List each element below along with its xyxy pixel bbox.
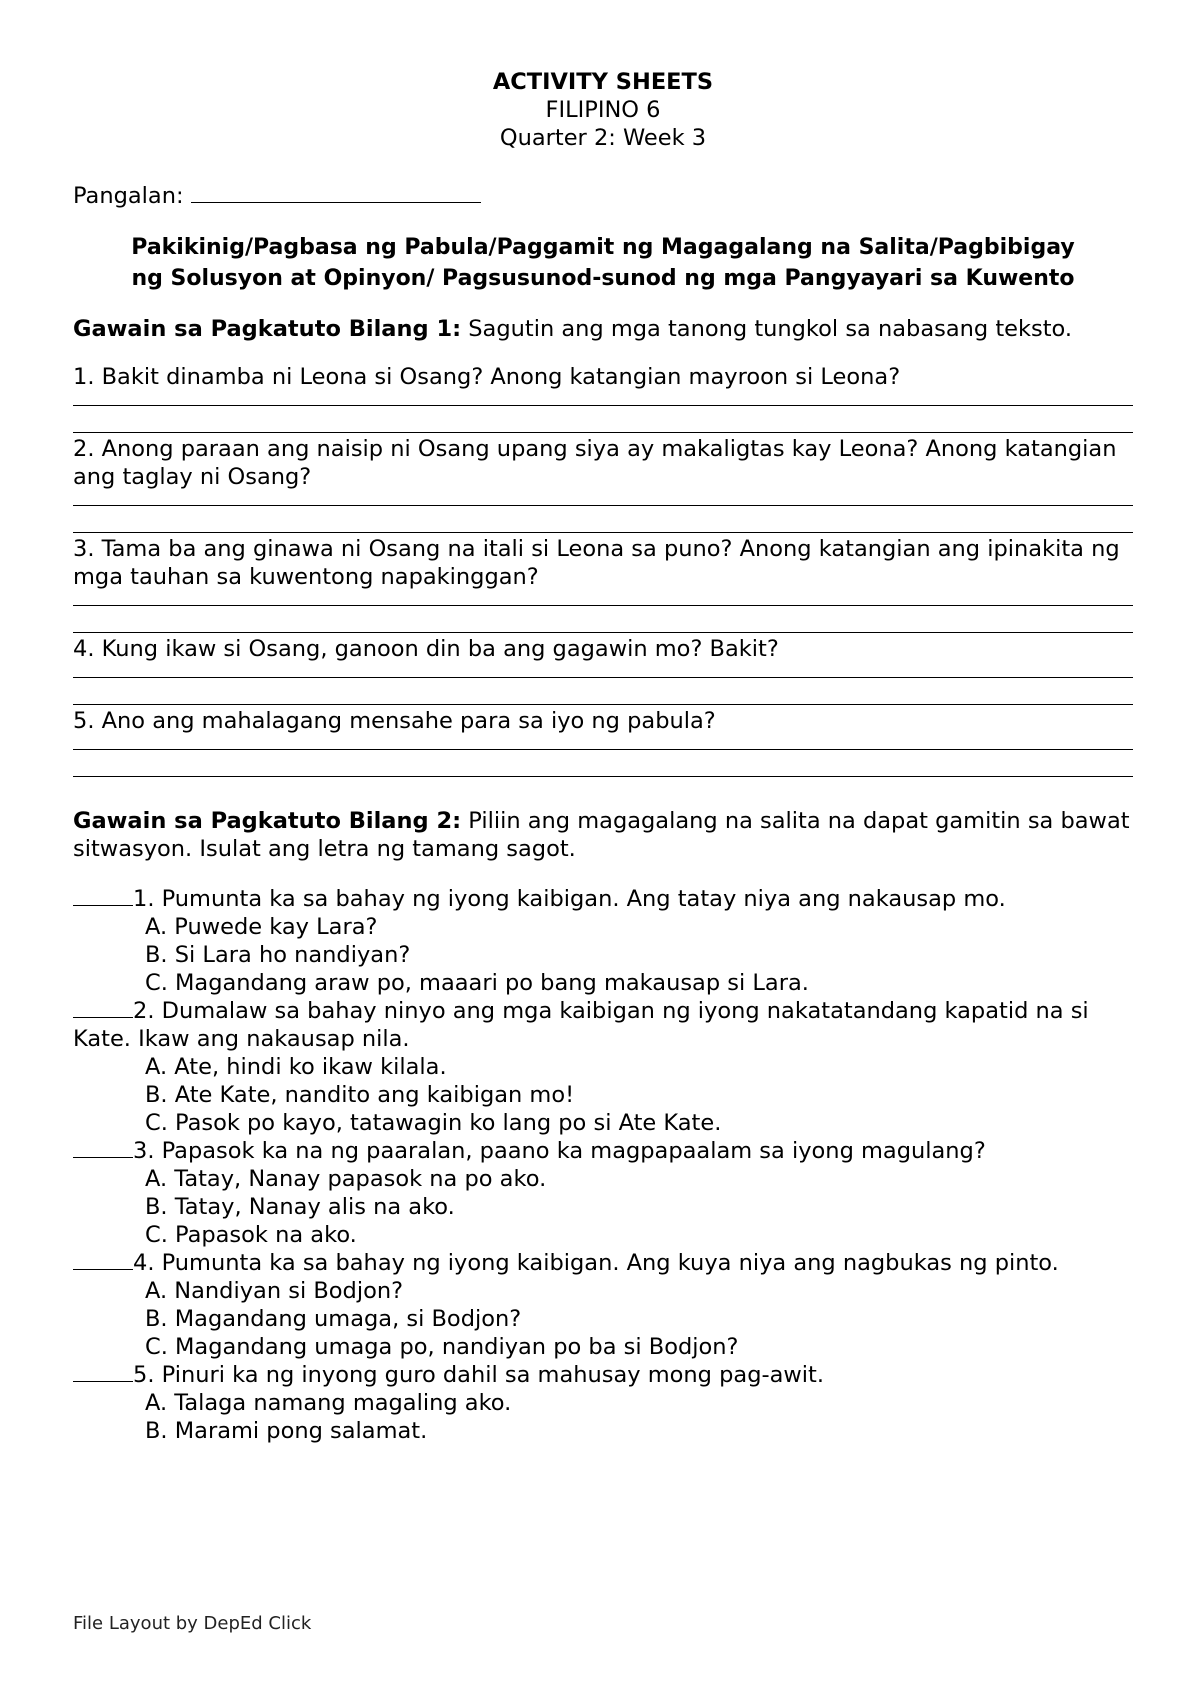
- name-label: Pangalan:: [73, 183, 184, 209]
- activity-sheet: [73, 68, 1133, 1445]
- mc-choice: A. Ate, hindi ko ikaw kilala.: [145, 1054, 447, 1080]
- activity-1-heading: Gawain sa Pagkatuto Bilang 1:: [73, 316, 462, 342]
- name-blank[interactable]: [191, 180, 481, 203]
- mc-choice: C. Magandang umaga po, nandiyan po ba si Bodjon?: [145, 1334, 739, 1360]
- mc-choice: A. Tatay, Nanay papasok na po ako.: [145, 1166, 547, 1192]
- question-3: 3. Tama ba ang ginawa ni Osang na itali si Leona sa puno? Anong katangian ang ipinakita ng mga tauhan sa kuwentong napakinggan?: [73, 536, 1120, 590]
- mc-item-2: [73, 997, 1133, 1137]
- question-1: 1. Bakit dinamba ni Leona si Osang? Anong katangian mayroon si Leona?: [73, 364, 901, 390]
- mc-choice: B. Tatay, Nanay alis na ako.: [145, 1194, 455, 1220]
- mc-prompt: 3. Papasok ka na ng paaralan, paano ka magpapaalam sa iyong magulang?: [133, 1138, 986, 1164]
- answer-line[interactable]: [73, 491, 1133, 506]
- mc-choice: C. Magandang araw po, maaari po bang makausap si Lara.: [145, 970, 809, 996]
- answer-line[interactable]: [73, 591, 1133, 606]
- mc-item-1: [73, 885, 1133, 997]
- topic-title: [73, 232, 1133, 294]
- answer-line[interactable]: [73, 406, 1133, 433]
- mc-item-5: [73, 1361, 1133, 1445]
- mc-item-4: [73, 1249, 1133, 1361]
- answer-blank[interactable]: [73, 885, 133, 906]
- activity-2-instruction: [73, 807, 1133, 863]
- mc-choice: A. Puwede kay Lara?: [145, 914, 378, 940]
- mc-prompt: 2. Dumalaw sa bahay ninyo ang mga kaibigan ng iyong nakatatandang kapatid na si Kate. Ikaw ang nakausap nila.: [73, 998, 1089, 1052]
- mc-choice: C. Papasok na ako.: [145, 1222, 357, 1248]
- subject-label: FILIPINO 6: [545, 97, 661, 123]
- mc-choice: A. Talaga namang magaling ako.: [145, 1390, 512, 1416]
- mc-choice: B. Si Lara ho nandiyan?: [145, 942, 411, 968]
- answer-line[interactable]: [73, 606, 1133, 633]
- answer-line[interactable]: [73, 678, 1133, 705]
- mc-choice: B. Magandang umaga, si Bodjon?: [145, 1306, 522, 1332]
- question-5: 5. Ano ang mahalagang mensahe para sa iyo ng pabula?: [73, 708, 716, 734]
- mc-item-3: [73, 1137, 1133, 1249]
- sheet-title: ACTIVITY SHEETS: [492, 69, 714, 95]
- answer-line[interactable]: [73, 735, 1133, 750]
- activity-1-instruction: [73, 315, 1133, 343]
- activity-1-text: Sagutin ang mga tanong tungkol sa nabasang teksto.: [461, 316, 1073, 342]
- mc-choice: C. Pasok po kayo, tatawagin ko lang po si Ate Kate.: [145, 1110, 722, 1136]
- answer-line[interactable]: [73, 391, 1133, 406]
- activity-2-heading: Gawain sa Pagkatuto Bilang 2:: [73, 808, 462, 834]
- answer-line[interactable]: [73, 750, 1133, 777]
- mc-choice: B. Marami pong salamat.: [145, 1418, 428, 1444]
- answer-blank[interactable]: [73, 1137, 133, 1158]
- multiple-choice-list: [73, 885, 1133, 1445]
- page-footer: File Layout by DepEd Click: [73, 1613, 312, 1634]
- mc-prompt: 4. Pumunta ka sa bahay ng iyong kaibigan. Ang kuya niya ang nagbukas ng pinto.: [133, 1250, 1059, 1276]
- mc-prompt: 5. Pinuri ka ng inyong guro dahil sa mahusay mong pag-awit.: [133, 1362, 825, 1388]
- mc-choice: A. Nandiyan si Bodjon?: [145, 1278, 404, 1304]
- answer-blank[interactable]: [73, 997, 133, 1018]
- answer-line[interactable]: [73, 663, 1133, 678]
- answer-blank[interactable]: [73, 1361, 133, 1382]
- mc-prompt: 1. Pumunta ka sa bahay ng iyong kaibigan. Ang tatay niya ang nakausap mo.: [133, 886, 1006, 912]
- question-2: 2. Anong paraan ang naisip ni Osang upang siya ay makaligtas kay Leona? Anong katangian ang taglay ni Osang?: [73, 436, 1117, 490]
- quarter-label: Quarter 2: Week 3: [499, 125, 707, 151]
- topic-line-1: Pakikinig/Pagbasa ng Pabula/Paggamit ng Magagalang na Salita/Pagbibigay: [131, 235, 1075, 260]
- answer-line[interactable]: [73, 506, 1133, 533]
- topic-line-2: ng Solusyon at Opinyon/ Pagsusunod-sunod ng mga Pangyayari sa Kuwento: [131, 266, 1075, 291]
- answer-blank[interactable]: [73, 1249, 133, 1270]
- question-4: 4. Kung ikaw si Osang, ganoon din ba ang gagawin mo? Bakit?: [73, 636, 779, 662]
- mc-choice: B. Ate Kate, nandito ang kaibigan mo!: [145, 1082, 575, 1108]
- name-row: [73, 180, 1133, 210]
- activity-2-text: Piliin ang magagalang na salita na dapat gamitin sa bawat sitwasyon. Isulat ang letra ng tamang sagot.: [73, 808, 1130, 862]
